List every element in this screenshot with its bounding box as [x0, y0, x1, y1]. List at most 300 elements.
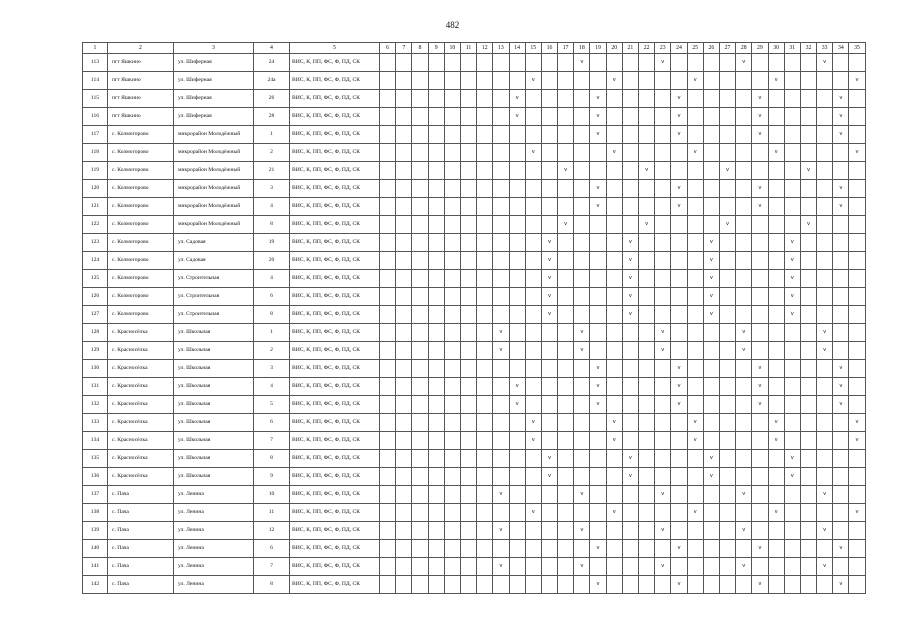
- empty-cell: [412, 450, 428, 468]
- empty-cell: [477, 54, 493, 72]
- empty-cell: [622, 540, 638, 558]
- empty-cell: [768, 270, 784, 288]
- empty-cell: [639, 234, 655, 252]
- street-cell: ул. Строительная: [174, 270, 254, 288]
- empty-cell: [574, 90, 590, 108]
- empty-cell: [800, 558, 816, 576]
- empty-cell: [590, 324, 606, 342]
- house-number-cell: 2: [254, 342, 290, 360]
- empty-cell: [752, 324, 768, 342]
- empty-cell: [590, 270, 606, 288]
- empty-cell: [493, 108, 509, 126]
- empty-cell: [687, 234, 703, 252]
- header-cell: 20: [606, 43, 622, 54]
- check-mark-cell: v: [849, 144, 865, 162]
- check-mark-cell: v: [817, 324, 833, 342]
- row-number-cell: 132: [83, 396, 108, 414]
- empty-cell: [800, 288, 816, 306]
- empty-cell: [849, 540, 865, 558]
- empty-cell: [639, 504, 655, 522]
- schedule-table-body: [83, 43, 866, 594]
- empty-cell: [477, 252, 493, 270]
- empty-cell: [622, 324, 638, 342]
- table-row: [83, 378, 866, 396]
- empty-cell: [558, 324, 574, 342]
- check-mark-cell: v: [817, 522, 833, 540]
- empty-cell: [380, 414, 396, 432]
- empty-cell: [525, 450, 541, 468]
- settlement-cell: с. Колмогорово: [108, 288, 174, 306]
- empty-cell: [444, 90, 460, 108]
- empty-cell: [525, 252, 541, 270]
- empty-cell: [833, 342, 849, 360]
- empty-cell: [736, 252, 752, 270]
- empty-cell: [800, 414, 816, 432]
- empty-cell: [574, 540, 590, 558]
- check-mark-cell: v: [671, 360, 687, 378]
- empty-cell: [493, 450, 509, 468]
- empty-cell: [703, 54, 719, 72]
- empty-cell: [719, 504, 735, 522]
- empty-cell: [639, 72, 655, 90]
- empty-cell: [396, 270, 412, 288]
- empty-cell: [849, 468, 865, 486]
- check-mark-cell: v: [655, 558, 671, 576]
- empty-cell: [460, 396, 476, 414]
- check-mark-cell: v: [541, 468, 557, 486]
- check-mark-cell: v: [590, 126, 606, 144]
- empty-cell: [460, 450, 476, 468]
- empty-cell: [736, 180, 752, 198]
- settlement-cell: с. Пача: [108, 558, 174, 576]
- check-mark-cell: v: [849, 414, 865, 432]
- empty-cell: [541, 216, 557, 234]
- empty-cell: [428, 288, 444, 306]
- empty-cell: [396, 504, 412, 522]
- street-cell: ул. Ленина: [174, 504, 254, 522]
- empty-cell: [509, 558, 525, 576]
- empty-cell: [687, 450, 703, 468]
- row-number-cell: 119: [83, 162, 108, 180]
- empty-cell: [768, 54, 784, 72]
- empty-cell: [606, 306, 622, 324]
- empty-cell: [703, 180, 719, 198]
- empty-cell: [541, 576, 557, 594]
- empty-cell: [574, 360, 590, 378]
- empty-cell: [719, 558, 735, 576]
- empty-cell: [687, 162, 703, 180]
- empty-cell: [736, 504, 752, 522]
- empty-cell: [428, 432, 444, 450]
- empty-cell: [412, 558, 428, 576]
- empty-cell: [719, 270, 735, 288]
- check-mark-cell: v: [752, 576, 768, 594]
- check-mark-cell: v: [622, 270, 638, 288]
- empty-cell: [719, 306, 735, 324]
- empty-cell: [590, 468, 606, 486]
- house-number-cell: 7: [254, 432, 290, 450]
- empty-cell: [800, 306, 816, 324]
- empty-cell: [639, 558, 655, 576]
- settlement-cell: с. Красносёлка: [108, 450, 174, 468]
- empty-cell: [444, 540, 460, 558]
- header-cell: 3: [174, 43, 254, 54]
- empty-cell: [817, 126, 833, 144]
- empty-cell: [558, 432, 574, 450]
- empty-cell: [671, 288, 687, 306]
- empty-cell: [639, 522, 655, 540]
- empty-cell: [833, 324, 849, 342]
- empty-cell: [833, 558, 849, 576]
- empty-cell: [477, 504, 493, 522]
- header-cell: 26: [703, 43, 719, 54]
- street-cell: ул. Школьная: [174, 378, 254, 396]
- empty-cell: [428, 324, 444, 342]
- check-mark-cell: v: [752, 180, 768, 198]
- row-number-cell: 139: [83, 522, 108, 540]
- empty-cell: [396, 378, 412, 396]
- empty-cell: [655, 432, 671, 450]
- empty-cell: [784, 360, 800, 378]
- house-number-cell: 8: [254, 576, 290, 594]
- empty-cell: [574, 198, 590, 216]
- empty-cell: [719, 360, 735, 378]
- empty-cell: [460, 252, 476, 270]
- check-mark-cell: v: [590, 540, 606, 558]
- empty-cell: [444, 396, 460, 414]
- empty-cell: [768, 306, 784, 324]
- table-row: [83, 198, 866, 216]
- empty-cell: [671, 432, 687, 450]
- empty-cell: [477, 522, 493, 540]
- empty-cell: [736, 306, 752, 324]
- empty-cell: [768, 486, 784, 504]
- empty-cell: [412, 54, 428, 72]
- empty-cell: [639, 270, 655, 288]
- empty-cell: [622, 504, 638, 522]
- empty-cell: [833, 72, 849, 90]
- check-mark-cell: v: [574, 324, 590, 342]
- check-mark-cell: v: [525, 144, 541, 162]
- empty-cell: [380, 486, 396, 504]
- works-cell: ВИС, К, ПП, ФС, Ф, ПД, СК: [290, 216, 380, 234]
- house-number-cell: 28: [254, 108, 290, 126]
- empty-cell: [817, 270, 833, 288]
- empty-cell: [460, 198, 476, 216]
- empty-cell: [800, 468, 816, 486]
- street-cell: ул. Садовая: [174, 234, 254, 252]
- row-number-cell: 136: [83, 468, 108, 486]
- empty-cell: [558, 342, 574, 360]
- empty-cell: [833, 234, 849, 252]
- check-mark-cell: v: [574, 558, 590, 576]
- empty-cell: [655, 72, 671, 90]
- empty-cell: [590, 522, 606, 540]
- empty-cell: [736, 432, 752, 450]
- empty-cell: [703, 162, 719, 180]
- header-cell: 33: [817, 43, 833, 54]
- row-number-cell: 120: [83, 180, 108, 198]
- empty-cell: [412, 288, 428, 306]
- empty-cell: [558, 72, 574, 90]
- check-mark-cell: v: [687, 504, 703, 522]
- empty-cell: [719, 54, 735, 72]
- empty-cell: [525, 126, 541, 144]
- empty-cell: [444, 306, 460, 324]
- empty-cell: [428, 468, 444, 486]
- empty-cell: [412, 126, 428, 144]
- empty-cell: [671, 486, 687, 504]
- header-cell: 7: [396, 43, 412, 54]
- house-number-cell: 24: [254, 54, 290, 72]
- empty-cell: [849, 252, 865, 270]
- empty-cell: [396, 468, 412, 486]
- row-number-cell: 135: [83, 450, 108, 468]
- empty-cell: [380, 90, 396, 108]
- empty-cell: [444, 108, 460, 126]
- check-mark-cell: v: [606, 432, 622, 450]
- header-cell: 14: [509, 43, 525, 54]
- empty-cell: [541, 72, 557, 90]
- empty-cell: [493, 576, 509, 594]
- empty-cell: [477, 144, 493, 162]
- empty-cell: [525, 576, 541, 594]
- empty-cell: [606, 522, 622, 540]
- empty-cell: [574, 576, 590, 594]
- check-mark-cell: v: [784, 270, 800, 288]
- empty-cell: [396, 396, 412, 414]
- empty-cell: [428, 54, 444, 72]
- empty-cell: [784, 90, 800, 108]
- empty-cell: [477, 342, 493, 360]
- empty-cell: [493, 90, 509, 108]
- row-number-cell: 122: [83, 216, 108, 234]
- schedule-table: [82, 42, 866, 594]
- header-cell: 1: [83, 43, 108, 54]
- empty-cell: [477, 360, 493, 378]
- empty-cell: [687, 468, 703, 486]
- empty-cell: [719, 342, 735, 360]
- empty-cell: [736, 540, 752, 558]
- empty-cell: [768, 522, 784, 540]
- empty-cell: [509, 360, 525, 378]
- table-row: [83, 216, 866, 234]
- empty-cell: [477, 558, 493, 576]
- check-mark-cell: v: [703, 270, 719, 288]
- street-cell: ул. Ленина: [174, 486, 254, 504]
- empty-cell: [558, 306, 574, 324]
- empty-cell: [428, 198, 444, 216]
- row-number-cell: 117: [83, 126, 108, 144]
- empty-cell: [380, 126, 396, 144]
- empty-cell: [525, 396, 541, 414]
- check-mark-cell: v: [817, 558, 833, 576]
- works-cell: ВИС, К, ПП, ФС, Ф, ПД, СК: [290, 306, 380, 324]
- house-number-cell: 8: [254, 216, 290, 234]
- empty-cell: [719, 90, 735, 108]
- empty-cell: [817, 378, 833, 396]
- empty-cell: [817, 162, 833, 180]
- empty-cell: [687, 216, 703, 234]
- empty-cell: [703, 486, 719, 504]
- empty-cell: [655, 252, 671, 270]
- empty-cell: [380, 522, 396, 540]
- empty-cell: [396, 558, 412, 576]
- empty-cell: [671, 216, 687, 234]
- empty-cell: [719, 378, 735, 396]
- empty-cell: [768, 252, 784, 270]
- empty-cell: [671, 522, 687, 540]
- row-number-cell: 134: [83, 432, 108, 450]
- table-row: [83, 288, 866, 306]
- check-mark-cell: v: [752, 126, 768, 144]
- check-mark-cell: v: [833, 360, 849, 378]
- empty-cell: [460, 342, 476, 360]
- house-number-cell: 1: [254, 324, 290, 342]
- empty-cell: [719, 540, 735, 558]
- empty-cell: [768, 198, 784, 216]
- settlement-cell: с. Колмогорово: [108, 216, 174, 234]
- empty-cell: [541, 522, 557, 540]
- check-mark-cell: v: [719, 162, 735, 180]
- empty-cell: [639, 180, 655, 198]
- empty-cell: [380, 72, 396, 90]
- empty-cell: [574, 252, 590, 270]
- empty-cell: [493, 234, 509, 252]
- empty-cell: [444, 450, 460, 468]
- empty-cell: [428, 270, 444, 288]
- check-mark-cell: v: [541, 234, 557, 252]
- settlement-cell: с. Колмогорово: [108, 144, 174, 162]
- empty-cell: [509, 522, 525, 540]
- empty-cell: [444, 486, 460, 504]
- empty-cell: [380, 540, 396, 558]
- settlement-cell: с. Колмогорово: [108, 234, 174, 252]
- empty-cell: [800, 72, 816, 90]
- header-cell: 6: [380, 43, 396, 54]
- empty-cell: [849, 324, 865, 342]
- empty-cell: [590, 54, 606, 72]
- check-mark-cell: v: [833, 576, 849, 594]
- row-number-cell: 118: [83, 144, 108, 162]
- empty-cell: [639, 378, 655, 396]
- empty-cell: [719, 576, 735, 594]
- check-mark-cell: v: [590, 378, 606, 396]
- settlement-cell: с. Пача: [108, 486, 174, 504]
- empty-cell: [622, 522, 638, 540]
- empty-cell: [687, 252, 703, 270]
- empty-cell: [849, 270, 865, 288]
- row-number-cell: 130: [83, 360, 108, 378]
- empty-cell: [396, 180, 412, 198]
- empty-cell: [800, 144, 816, 162]
- empty-cell: [477, 180, 493, 198]
- empty-cell: [655, 378, 671, 396]
- empty-cell: [800, 504, 816, 522]
- empty-cell: [719, 180, 735, 198]
- empty-cell: [671, 468, 687, 486]
- empty-cell: [784, 198, 800, 216]
- empty-cell: [768, 360, 784, 378]
- empty-cell: [590, 162, 606, 180]
- empty-cell: [655, 288, 671, 306]
- check-mark-cell: v: [622, 288, 638, 306]
- empty-cell: [509, 468, 525, 486]
- empty-cell: [428, 108, 444, 126]
- empty-cell: [525, 234, 541, 252]
- table-row: [83, 468, 866, 486]
- works-cell: ВИС, К, ПП, ФС, Ф, ПД, СК: [290, 54, 380, 72]
- empty-cell: [477, 414, 493, 432]
- empty-cell: [574, 126, 590, 144]
- empty-cell: [428, 450, 444, 468]
- check-mark-cell: v: [833, 90, 849, 108]
- empty-cell: [525, 162, 541, 180]
- empty-cell: [655, 144, 671, 162]
- check-mark-cell: v: [736, 558, 752, 576]
- empty-cell: [817, 450, 833, 468]
- empty-cell: [558, 378, 574, 396]
- empty-cell: [574, 72, 590, 90]
- table-row: [83, 54, 866, 72]
- empty-cell: [412, 522, 428, 540]
- empty-cell: [736, 468, 752, 486]
- settlement-cell: с. Пача: [108, 540, 174, 558]
- empty-cell: [558, 126, 574, 144]
- house-number-cell: 9: [254, 468, 290, 486]
- empty-cell: [574, 306, 590, 324]
- empty-cell: [574, 414, 590, 432]
- empty-cell: [833, 522, 849, 540]
- empty-cell: [849, 180, 865, 198]
- empty-cell: [606, 486, 622, 504]
- empty-cell: [509, 432, 525, 450]
- empty-cell: [509, 180, 525, 198]
- header-cell: 9: [428, 43, 444, 54]
- empty-cell: [687, 270, 703, 288]
- empty-cell: [380, 432, 396, 450]
- empty-cell: [606, 558, 622, 576]
- empty-cell: [541, 144, 557, 162]
- empty-cell: [833, 486, 849, 504]
- empty-cell: [687, 396, 703, 414]
- empty-cell: [509, 198, 525, 216]
- empty-cell: [817, 108, 833, 126]
- empty-cell: [380, 270, 396, 288]
- empty-cell: [671, 144, 687, 162]
- empty-cell: [525, 216, 541, 234]
- empty-cell: [380, 216, 396, 234]
- works-cell: ВИС, К, ПП, ФС, Ф, ПД, СК: [290, 540, 380, 558]
- check-mark-cell: v: [671, 126, 687, 144]
- settlement-cell: с. Красносёлка: [108, 378, 174, 396]
- empty-cell: [622, 396, 638, 414]
- empty-cell: [703, 324, 719, 342]
- empty-cell: [736, 270, 752, 288]
- row-number-cell: 115: [83, 90, 108, 108]
- empty-cell: [639, 90, 655, 108]
- empty-cell: [671, 234, 687, 252]
- empty-cell: [752, 72, 768, 90]
- empty-cell: [444, 468, 460, 486]
- empty-cell: [412, 432, 428, 450]
- empty-cell: [428, 126, 444, 144]
- empty-cell: [509, 342, 525, 360]
- settlement-cell: с. Колмогорово: [108, 198, 174, 216]
- empty-cell: [736, 216, 752, 234]
- empty-cell: [380, 342, 396, 360]
- empty-cell: [768, 378, 784, 396]
